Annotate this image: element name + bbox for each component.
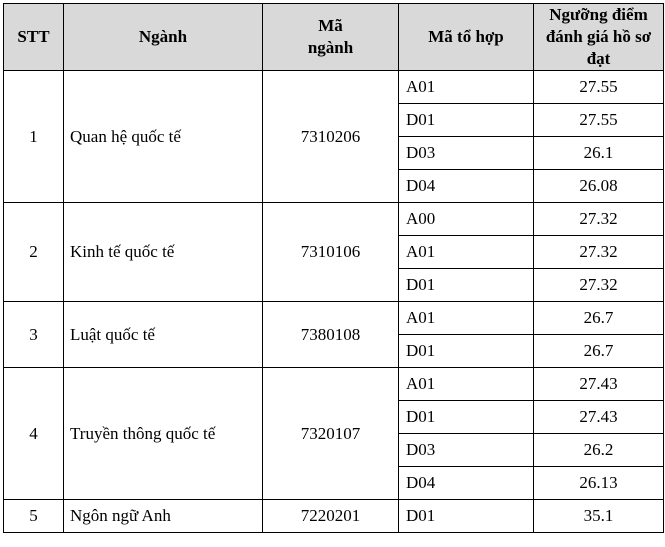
cell-score: 35.1: [534, 500, 664, 533]
cell-stt: 2: [4, 203, 64, 302]
admission-table-container: [3, 3, 664, 533]
cell-major-name: Kinh tế quốc tế: [64, 203, 263, 302]
header-ma-nganh-line2: ngành: [307, 38, 354, 57]
cell-score: 26.1: [534, 137, 664, 170]
cell-combo: A01: [399, 71, 534, 104]
cell-stt: 1: [4, 71, 64, 203]
cell-major-name: Truyền thông quốc tế: [64, 368, 263, 500]
cell-score: 27.32: [534, 236, 664, 269]
cell-major-code: 7310206: [263, 71, 399, 203]
header-ma-nganh-line1: Mã: [318, 16, 343, 35]
cell-score: 26.7: [534, 302, 664, 335]
table-row: [4, 302, 664, 335]
table-row: [4, 203, 664, 236]
cell-combo: D03: [399, 137, 534, 170]
cell-score: 27.32: [534, 269, 664, 302]
cell-major-name: Ngôn ngữ Anh: [64, 500, 263, 533]
cell-combo: D01: [399, 500, 534, 533]
header-nguong-diem: [534, 4, 664, 71]
table-row: [4, 368, 664, 401]
admission-score-table: [3, 3, 664, 533]
cell-major-code: 7310106: [263, 203, 399, 302]
cell-combo: D01: [399, 335, 534, 368]
cell-stt: 4: [4, 368, 64, 500]
cell-score: 27.55: [534, 71, 664, 104]
table-row: [4, 71, 664, 104]
cell-score: 26.13: [534, 467, 664, 500]
cell-score: 27.43: [534, 401, 664, 434]
cell-combo: A00: [399, 203, 534, 236]
cell-major-code: 7220201: [263, 500, 399, 533]
cell-major-code: 7320107: [263, 368, 399, 500]
table-row: [4, 500, 664, 533]
cell-score: 26.2: [534, 434, 664, 467]
cell-combo: A01: [399, 368, 534, 401]
cell-score: 26.08: [534, 170, 664, 203]
cell-combo: D01: [399, 401, 534, 434]
table-body: [4, 71, 664, 533]
cell-major-code: 7380108: [263, 302, 399, 368]
cell-combo: A01: [399, 302, 534, 335]
cell-major-name: Luật quốc tế: [64, 302, 263, 368]
cell-combo: D04: [399, 170, 534, 203]
cell-score: 27.55: [534, 104, 664, 137]
cell-score: 27.43: [534, 368, 664, 401]
header-row: [4, 4, 664, 71]
header-stt: STT: [4, 4, 64, 71]
cell-combo: D03: [399, 434, 534, 467]
table-header: [4, 4, 664, 71]
cell-score: 27.32: [534, 203, 664, 236]
header-nganh: Ngành: [64, 4, 263, 71]
cell-combo: D04: [399, 467, 534, 500]
header-ma-to-hop: Mã tổ hợp: [399, 4, 534, 71]
cell-major-name: Quan hệ quốc tế: [64, 71, 263, 203]
cell-stt: 5: [4, 500, 64, 533]
cell-combo: D01: [399, 104, 534, 137]
cell-score: 26.7: [534, 335, 664, 368]
cell-combo: D01: [399, 269, 534, 302]
header-ma-nganh: [263, 4, 399, 71]
header-nguong-line2: đánh giá hồ sơ đạt: [545, 27, 652, 68]
cell-combo: A01: [399, 236, 534, 269]
header-nguong-line1: Ngưỡng điểm: [549, 5, 648, 24]
cell-stt: 3: [4, 302, 64, 368]
